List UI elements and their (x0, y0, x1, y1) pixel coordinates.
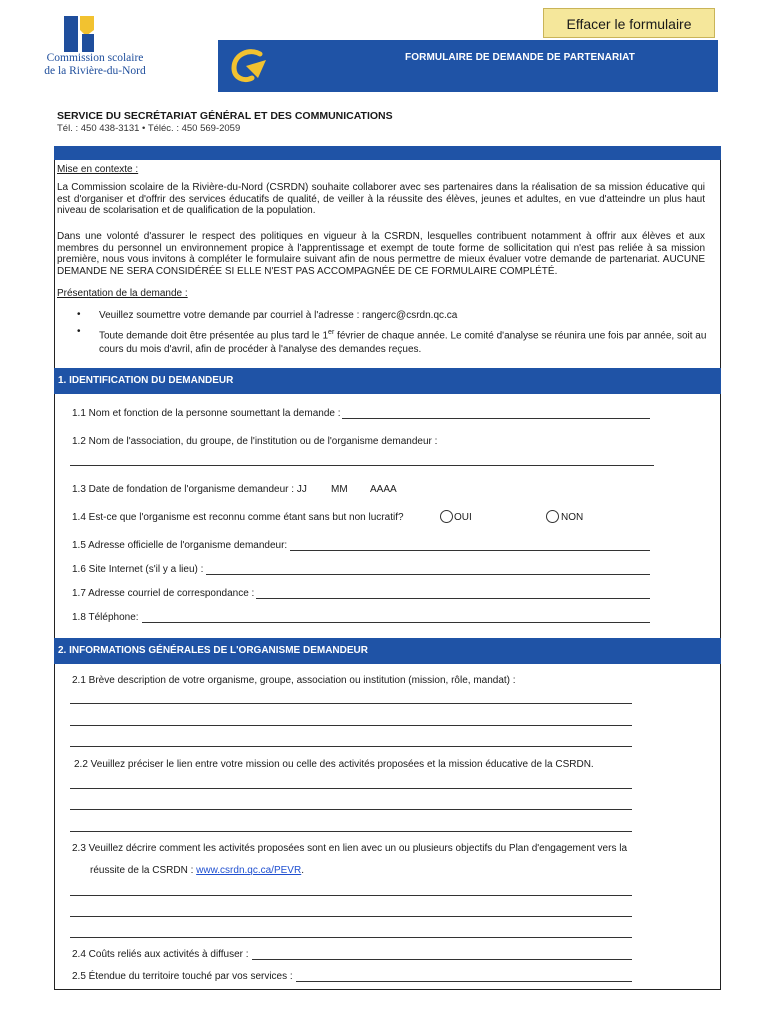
q1-4-label: 1.4 Est-ce que l'organisme est reconnu comme étant sans but non lucratif? (72, 512, 404, 523)
q2-3-input-line-2[interactable] (70, 916, 632, 917)
clear-form-button[interactable]: Effacer le formulaire (543, 8, 715, 38)
q2-1-label: 2.1 Brève description de votre organisme, groupe, association ou institution (mission, rôle, mandat) : (72, 675, 516, 686)
q2-3-input-line-1[interactable] (70, 895, 632, 896)
bullet-submit-email: Veuillez soumettre votre demande par courriel à l'adresse : rangerc@csrdn.qc.ca (99, 310, 458, 321)
q2-1-input-line-2[interactable] (70, 725, 632, 726)
q1-7-input[interactable] (256, 598, 650, 599)
q2-2-input-line-3[interactable] (70, 831, 632, 832)
top-blue-bar (54, 146, 721, 160)
header-band (218, 40, 718, 92)
q1-6-input[interactable] (206, 574, 650, 575)
q2-4-input[interactable] (252, 959, 632, 960)
q2-2-input-line-1[interactable] (70, 788, 632, 789)
context-paragraph-2: Dans une volonté d'assurer le respect des politiques en vigueur à la CSRDN, lesquelles contribuent notamment à offrir aux élèves et aux membres du personnel un environnement propice à l'apprentissage et exempt de toute forme de sollicitation qui n'est pas reliée à sa mission première, nous vous invitons à compléter le formulaire suivant afin de nous permettre de mieux évaluer votre demande de partenariat. AUCUNE DEMANDE NE SERA CONSIDÉRÉE SI ELLE N'EST PAS ACCOMPAGNÉE DE CE FORMULAIRE COMPLÉTÉ. (57, 231, 705, 277)
q2-2-input-line-2[interactable] (70, 809, 632, 810)
q1-3-year-label: AAAA (370, 484, 397, 495)
non-label: NON (561, 512, 584, 523)
q1-2-input[interactable] (70, 465, 654, 466)
q2-5-input[interactable] (296, 981, 632, 982)
q2-1-input-line-3[interactable] (70, 746, 632, 747)
form-title: FORMULAIRE DE DEMANDE DE PARTENARIAT (405, 52, 635, 63)
q1-1-input[interactable] (342, 418, 650, 419)
q2-3-input-line-3[interactable] (70, 937, 632, 938)
service-title: SERVICE DU SECRÉTARIAT GÉNÉRAL ET DES COMMUNICATIONS (57, 110, 393, 122)
service-phone: Tél. : 450 438-3131 • Téléc. : 450 569-2059 (57, 123, 241, 134)
q1-8-input[interactable] (142, 622, 650, 623)
q1-6-label: 1.6 Site Internet (s'il y a lieu) : (72, 564, 204, 575)
q2-3-label: 2.3 Veuillez décrire comment les activités proposées sont en lien avec un ou plusieurs objectifs du Plan d'engagement vers la (72, 843, 627, 854)
g-arrow-logo-icon (226, 46, 272, 86)
bullet-deadline: Toute demande doit être présentée au plus tard le 1er février de chaque année. Le comité d'analyse se réunira une fois par année, soit au (99, 329, 707, 342)
oui-label: OUI (454, 512, 472, 523)
section-1-header: 1. IDENTIFICATION DU DEMANDEUR (54, 368, 721, 394)
q1-2-label: 1.2 Nom de l'association, du groupe, de l'institution ou de l'organisme demandeur : (72, 436, 438, 447)
q2-2-label: 2.2 Veuillez préciser le lien entre votre mission ou celle des activités proposées et la mission éducative de la CSRDN. (74, 759, 594, 770)
q1-5-label: 1.5 Adresse officielle de l'organisme demandeur: (72, 540, 288, 551)
presentation-heading: Présentation de la demande : (57, 288, 188, 299)
bullet-dot: • (77, 309, 81, 320)
bullet-dot: • (77, 326, 81, 337)
context-paragraph-1: La Commission scolaire de la Rivière-du-Nord (CSRDN) souhaite collaborer avec ses partenaires dans la réalisation de sa mission éducative qui est d'organiser et d'offrir des services éducatifs de qualité, de veiller à la réussite des élèves, jeunes et adultes, en vue d'atteindre un plus haut niveau de scolarisation et de qualification de la population. (57, 182, 705, 216)
oui-radio[interactable] (440, 510, 453, 523)
q2-3-label-continued: réussite de la CSRDN : www.csrdn.qc.ca/PEVR. (90, 865, 304, 876)
q1-5-input[interactable] (290, 550, 650, 551)
q2-1-input-line-1[interactable] (70, 703, 632, 704)
context-heading: Mise en contexte : (57, 164, 139, 175)
organization-name: Commission scolaire de la Rivière-du-Nord (44, 52, 146, 77)
q1-7-label: 1.7 Adresse courriel de correspondance : (72, 588, 255, 599)
q1-1-label: 1.1 Nom et fonction de la personne soumettant la demande : (72, 408, 341, 419)
q2-4-label: 2.4 Coûts reliés aux activités à diffuser : (72, 949, 249, 960)
q2-5-label: 2.5 Étendue du territoire touché par vos services : (72, 971, 293, 982)
q1-8-label: 1.8 Téléphone: (72, 612, 139, 623)
section-2-header: 2. INFORMATIONS GÉNÉRALES DE L'ORGANISME DEMANDEUR (54, 638, 721, 664)
q1-3-month-label: MM (331, 484, 348, 495)
csrdn-logo-mark (62, 14, 96, 54)
non-radio[interactable] (546, 510, 559, 523)
q1-3-label: 1.3 Date de fondation de l'organisme demandeur : JJ (72, 484, 307, 495)
bullet-deadline-continued: cours du mois d'avril, afin de procéder à l'analyse des demandes reçues. (99, 344, 422, 355)
pevr-link[interactable]: www.csrdn.qc.ca/PEVR (196, 865, 302, 876)
